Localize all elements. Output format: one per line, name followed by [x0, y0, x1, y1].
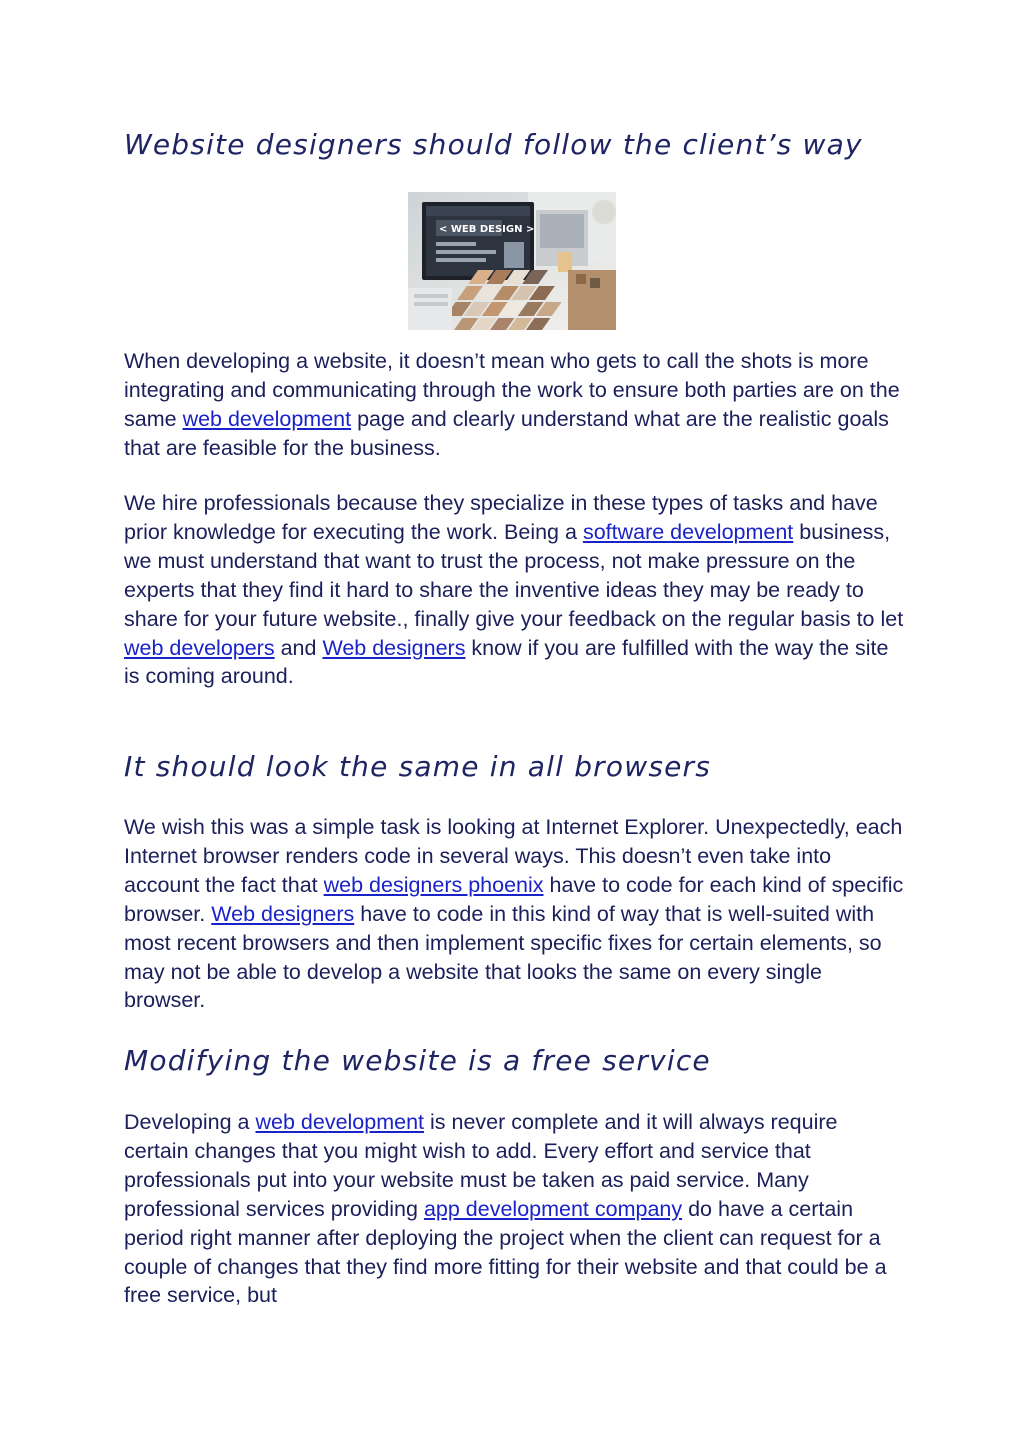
text-run: is never complete and it will always require certain changes that you might wish to add. Every effort and service that professionals put into your website must be taken as paid service. Many professional services providing: [124, 1110, 838, 1221]
text-run: and: [274, 635, 323, 660]
paragraph-browsers: [124, 813, 904, 1015]
link-web-designers-2[interactable]: Web designers: [211, 901, 355, 926]
web-design-photo: [408, 192, 616, 330]
link-web-development-2[interactable]: web development: [255, 1110, 425, 1134]
text-run: do have a certain period right manner after deploying the project when the client can request for a couple of changes that they find more fitting for their website and that could be a free service, but: [124, 1196, 887, 1308]
text-run: Developing a: [124, 1110, 256, 1134]
link-web-development[interactable]: web development: [182, 406, 352, 431]
link-app-development-company[interactable]: app development company: [423, 1196, 683, 1221]
paragraph-intro: [124, 347, 904, 463]
screen-text: < WEB DESIGN >: [439, 224, 535, 235]
text-run: have to code in this kind of way that is well-suited with most recent browsers and then implement specific fixes for certain elements, so may not be able to develop a website that looks the same on every single browser.: [124, 901, 882, 1013]
text-run: We hire professionals because they specialize in these types of tasks and have prior knowledge for executing the work. Being a: [124, 491, 878, 544]
text-run: When developing a website, it doesn’t mean who gets to call the shots is more integrating and communicating through the work to ensure both parties are on the same: [124, 349, 900, 431]
web-design-illustration: [408, 192, 616, 330]
heading-browsers: It should look the same in all browsers: [124, 750, 712, 783]
link-web-designers[interactable]: Web designers: [322, 635, 466, 660]
paragraph-professionals: [124, 489, 904, 691]
text-run: business, we must understand that want to trust the process, not make pressure on the experts that they find it hard to share the inventive ideas they may be ready to share for your future website., finally give your feedback on the regular basis to let: [124, 519, 904, 631]
link-software-development[interactable]: software development: [582, 519, 794, 544]
link-web-designers-phoenix[interactable]: web designers phoenix: [323, 872, 544, 897]
text-run: have to code for each kind of specific browser.: [124, 872, 904, 926]
heading-clients-way: Website designers should follow the client’s way: [124, 128, 863, 161]
text-run: We wish this was a simple task is looking at Internet Explorer. Unexpectedly, each Internet browser renders code in several ways. This doesn’t even take into account the fact that: [124, 815, 903, 897]
text-run: page and clearly understand what are the realistic goals that are feasible for the business.: [124, 406, 889, 460]
heading-free-service: Modifying the website is a free service: [124, 1044, 711, 1077]
link-web-developers[interactable]: web developers: [124, 635, 275, 660]
paragraph-free-service: [124, 1108, 904, 1310]
text-run: know if you are fulfilled with the way the site is coming around.: [124, 635, 889, 689]
